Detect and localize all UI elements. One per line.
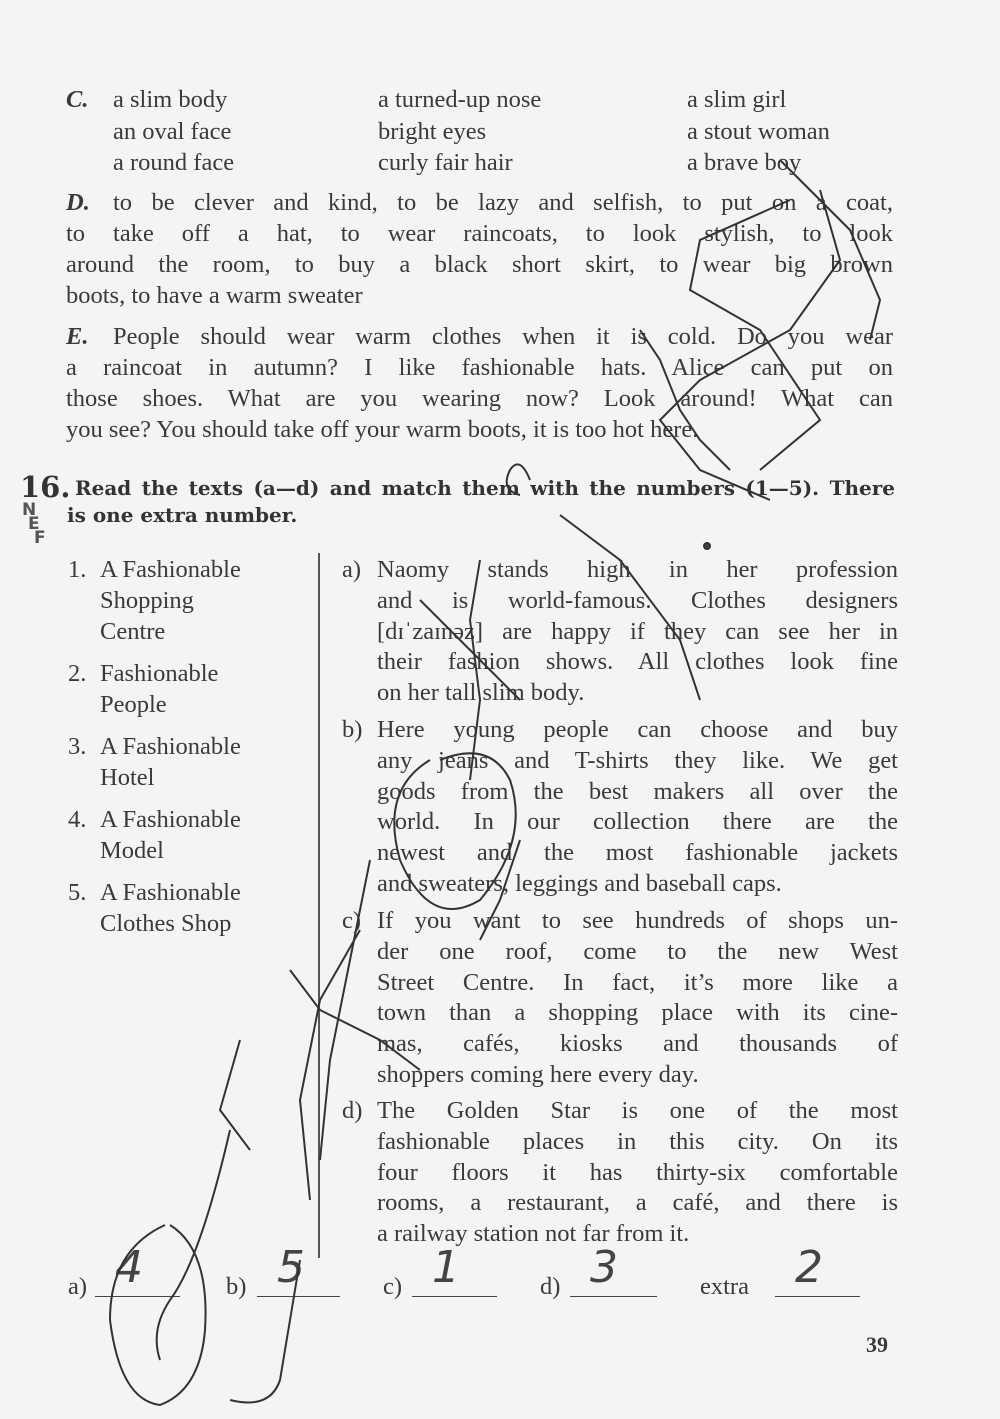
margin-note-letter: F: [34, 528, 46, 548]
text-line: around the room, to buy a black short skirt, to wear big brown: [66, 251, 893, 278]
option-text: Clothes Shop: [100, 910, 232, 937]
text-line: fashionable places in this city. On its: [377, 1127, 898, 1155]
handwritten-answer: 3: [590, 1242, 618, 1293]
text-line: on her tall slim body.: [377, 679, 585, 707]
answer-blank[interactable]: [95, 1296, 180, 1297]
option-text: Fashionable: [100, 660, 219, 687]
answer-label: a): [68, 1273, 88, 1300]
text-label: d): [342, 1097, 363, 1124]
option-text: Centre: [100, 618, 166, 645]
option-number: 5.: [68, 879, 87, 906]
text-line: four floors it has thirty-six comfortable: [377, 1158, 898, 1186]
handwritten-answer: 5: [277, 1242, 305, 1293]
answer-label: extra: [700, 1273, 749, 1300]
option-number: 1.: [68, 556, 87, 583]
text-line: Naomy stands high in her profession: [377, 556, 898, 583]
phrase: an oval face: [113, 117, 232, 145]
text-line: der one roof, come to the new West: [377, 937, 898, 965]
text-line: and is world-famous. Clothes designers: [377, 586, 898, 614]
answer-label: d): [540, 1273, 561, 1300]
text-line: rooms, a restaurant, a café, and there is: [377, 1189, 898, 1217]
text-label: b): [342, 716, 363, 743]
phrase: a stout woman: [687, 117, 830, 145]
option-number: 4.: [68, 806, 87, 833]
answer-blank[interactable]: [257, 1296, 340, 1297]
option-text: People: [100, 691, 167, 718]
text-line: Street Centre. In fact, it’s more like a: [377, 968, 898, 996]
text-line: to be clever and kind, to be lazy and selfish, to put on a coat,: [113, 189, 893, 216]
answer-blank[interactable]: [775, 1296, 860, 1297]
option-text: Model: [100, 837, 164, 864]
option-text: Shopping: [100, 587, 194, 614]
text-line: People should wear warm clothes when it is cold. Do you wear: [113, 323, 893, 350]
margin-note: [22, 500, 46, 548]
section-e-label: E.: [66, 323, 89, 350]
text-line: [dɪˈzaɪnəz] are happy if they can see her in: [377, 617, 898, 645]
option-number: 3.: [68, 733, 87, 760]
phrase: bright eyes: [378, 117, 487, 145]
text-line: any jeans and T-shirts they like. We get: [377, 746, 898, 774]
phrase: a turned-up nose: [378, 86, 542, 113]
text-label: a): [342, 556, 362, 583]
phrase: a brave boy: [687, 149, 802, 176]
text-line: If you want to see hundreds of shops un-: [377, 907, 898, 934]
option-text: A Fashionable: [100, 879, 241, 906]
handwritten-answer: 1: [432, 1242, 460, 1293]
text-line: goods from the best makers all over the: [377, 777, 898, 805]
text-line: those shoes. What are you wearing now? Look around! What can: [66, 385, 893, 412]
answer-blank[interactable]: [570, 1296, 657, 1297]
text-line: and sweaters, leggings and baseball caps.: [377, 870, 782, 897]
margin-note-letter: N: [22, 500, 37, 520]
text-line: newest and the most fashionable jackets: [377, 839, 898, 867]
phrase: curly fair hair: [378, 149, 513, 176]
option-text: A Fashionable: [100, 556, 241, 583]
answer-label: c): [383, 1273, 403, 1300]
text-line: their fashion shows. All clothes look fine: [377, 648, 898, 676]
text-line: mas, cafés, kiosks and thousands of: [377, 1030, 898, 1058]
handwritten-answer: 4: [115, 1242, 143, 1293]
option-text: A Fashionable: [100, 733, 241, 760]
text-line: you see? You should take off your warm boots, it is too hot here.: [66, 416, 699, 443]
option-text: A Fashionable: [100, 806, 241, 833]
answer-blank[interactable]: [412, 1296, 497, 1297]
phrase: a slim body: [113, 86, 228, 113]
phrase: a round face: [113, 149, 235, 176]
instruction-line: Read the texts (a—d) and match them with the numbers (1—5). There: [75, 476, 895, 500]
text-line: The Golden Star is one of the most: [377, 1097, 898, 1124]
text-line: a railway station not far from it.: [377, 1220, 690, 1248]
text-line: town than a shopping place with its cine-: [377, 999, 898, 1027]
text-line: shoppers coming here every day.: [377, 1061, 699, 1088]
text-line: a raincoat in autumn? I like fashionable hats. Alice can put on: [66, 354, 893, 381]
option-text: Hotel: [100, 764, 155, 791]
text-line: boots, to have a warm sweater: [66, 282, 363, 309]
text-label: c): [342, 907, 362, 934]
option-number: 2.: [68, 660, 87, 687]
handwritten-answer: 2: [795, 1242, 823, 1293]
answer-label: b): [226, 1273, 247, 1300]
margin-note-letter: E: [28, 514, 40, 534]
phrase: a slim girl: [687, 86, 787, 113]
text-line: to take off a hat, to wear raincoats, to look stylish, to look: [66, 220, 893, 247]
instruction-line: is one extra number.: [67, 503, 298, 527]
column-divider: [318, 553, 320, 1258]
section-d-label: D.: [66, 189, 90, 216]
section-c-label: C.: [66, 86, 89, 113]
text-line: Here young people can choose and buy: [377, 716, 898, 743]
exercise-number: 16.: [20, 470, 71, 504]
text-line: world. In our collection there are the: [377, 808, 898, 836]
page-number: 39: [866, 1332, 888, 1357]
